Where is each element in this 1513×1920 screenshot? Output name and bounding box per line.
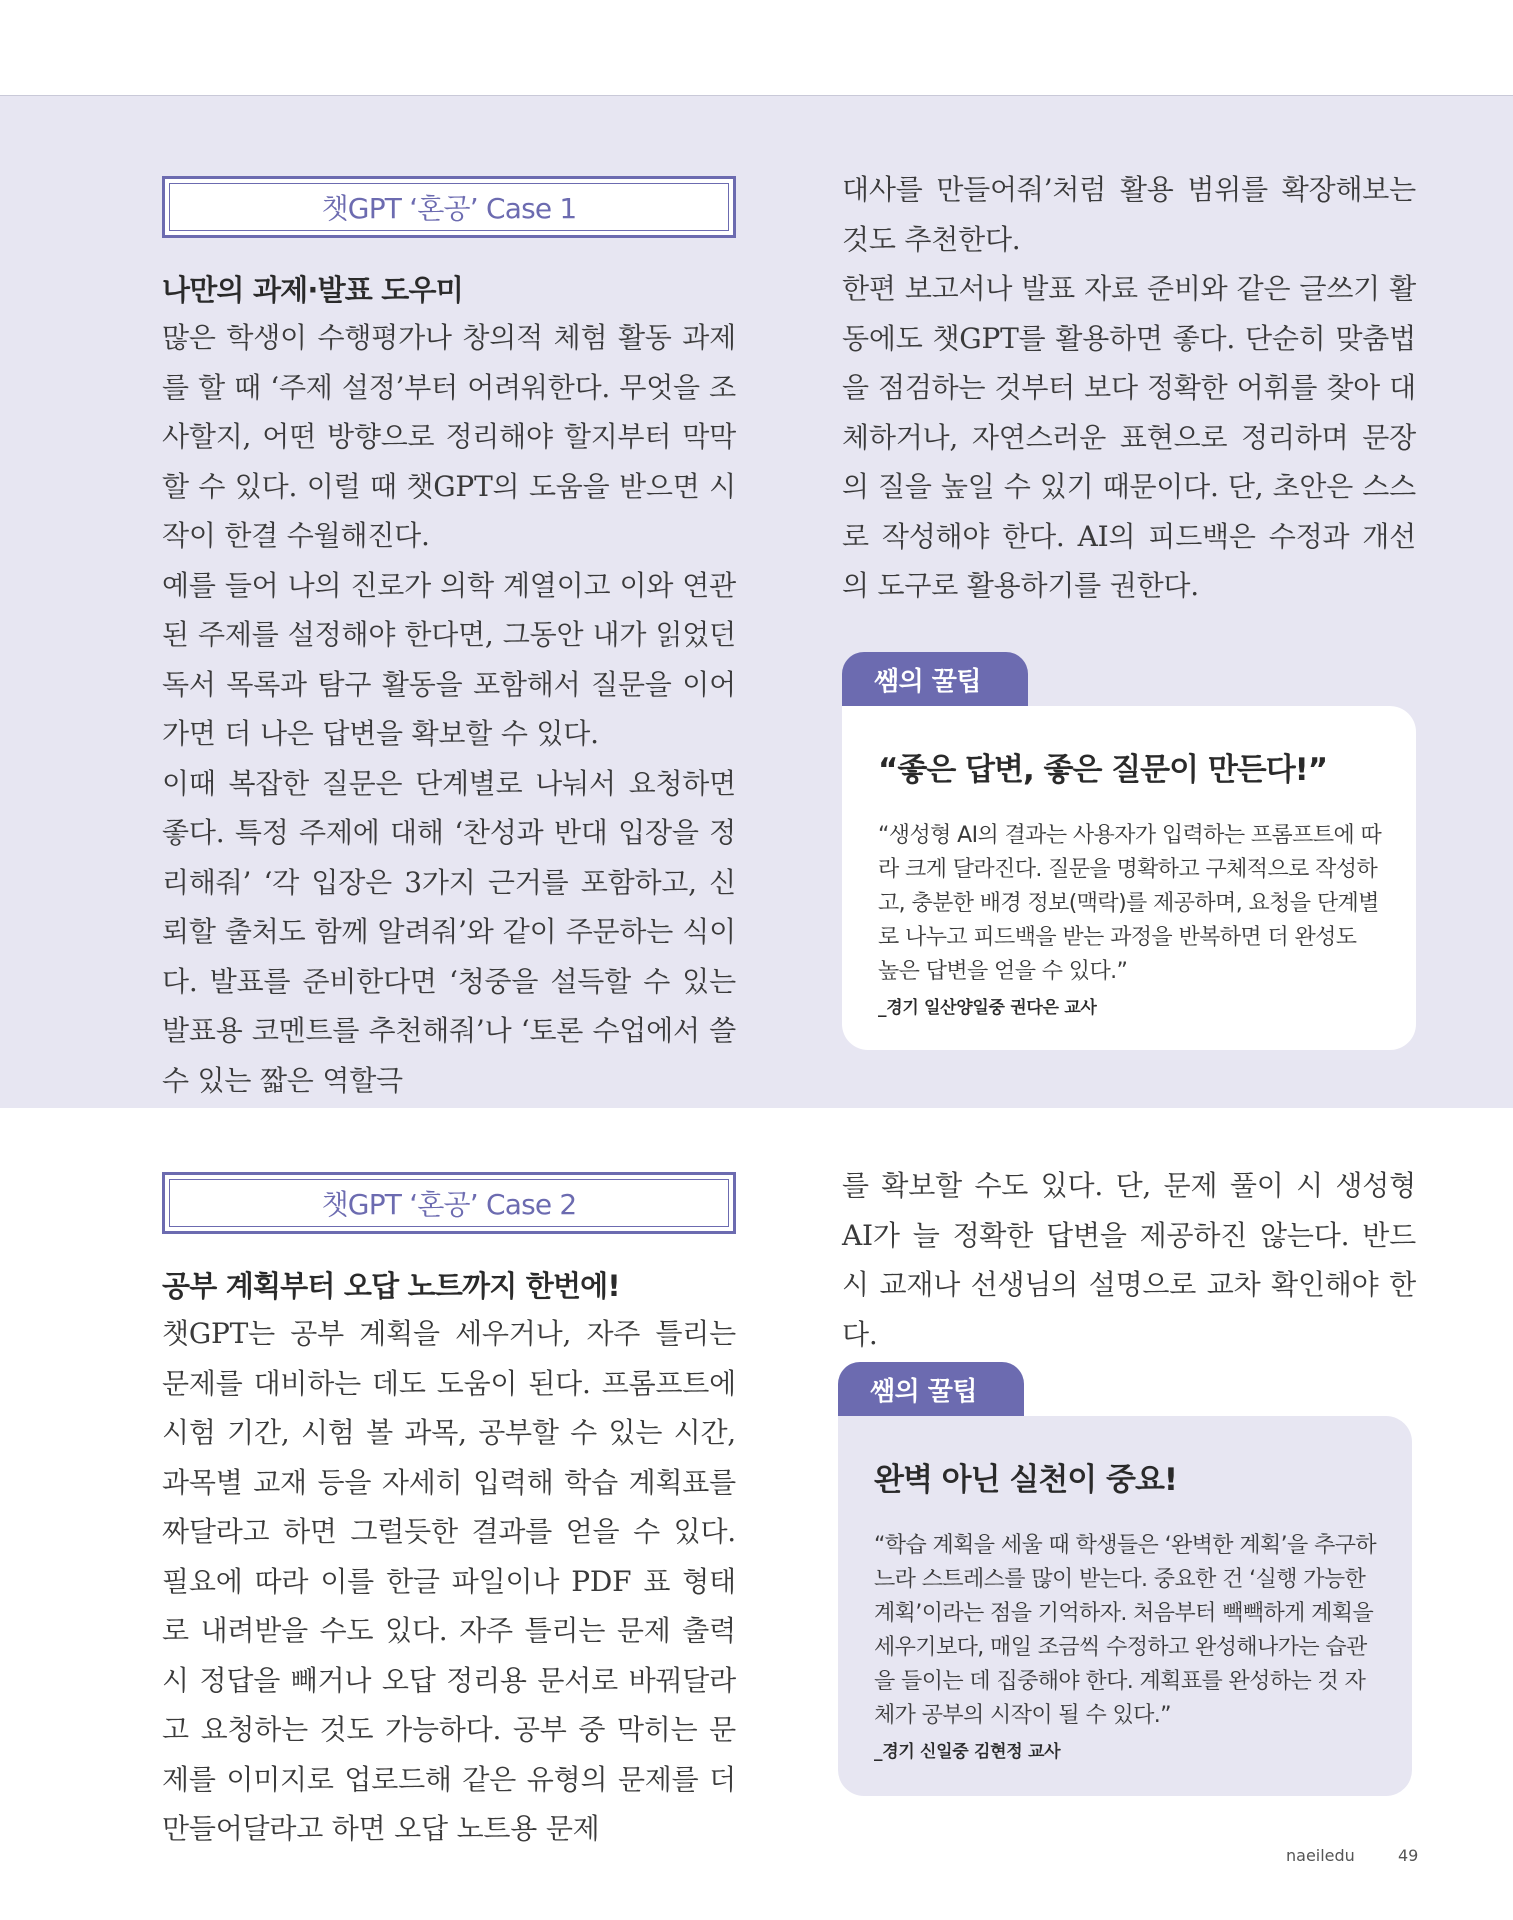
case1-tip-box <box>842 706 1416 1050</box>
case2-label: 챗GPT ‘혼공’ Case 2 <box>321 1188 577 1221</box>
case1-right-column <box>842 165 1416 611</box>
case1-label-box <box>162 176 736 238</box>
case2-tip-title: 완벽 아닌 실천이 중요! <box>874 1462 1178 1498</box>
case2-tip-quote: “학습 계획을 세울 때 학생들은 ‘완벽한 계획’을 추구하느라 스트레스를 많이 받는다. 중요한 건 ‘실행 가능한 계획’이라는 점을 기억하자. 처음부터 빽빽하게 계획을 세우기보다, 매일 조금씩 수정하고 완성해나가는 습관을 들이는 데 집중해야 한다. 계획표를 완성하는 것 자체가 공부의 시작이 될 수 있다.” <box>874 1533 1377 1728</box>
case1-left-paragraph: 이때 복잡한 질문은 단계별로 나눠서 요청하면 좋다. 특정 주제에 대해 ‘찬성과 반대 입장을 정리해줘’ ‘각 입장은 3가지 근거를 포함하고, 신뢰할 출처도 함께 알려줘’와 같이 주문하는 식이다. 발표를 준비한다면 ‘청중을 설득할 수 있는 발표용 코멘트를 추천해줘’나 ‘토론 수업에서 쓸 수 있는 짧은 역할극 <box>162 766 736 1097</box>
case1-tip-quote: “생성형 AI의 결과는 사용자가 입력하는 프롬프트에 따라 크게 달라진다. 질문을 명확하고 구체적으로 작성하고, 충분한 배경 정보(맥락)를 제공하며, 요청을 단계별로 나누고 피드백을 받는 과정을 반복하면 더 완성도 높은 답변을 얻을 수 있다.” <box>878 823 1382 984</box>
case2-left-column <box>162 1309 736 1854</box>
case2-tip-author: _경기 신일중 김현정 교사 <box>874 1742 1061 1762</box>
case1-left-paragraph: 많은 학생이 수행평가나 창의적 체험 활동 과제를 할 때 ‘주제 설정’부터 어려워한다. 무엇을 조사할지, 어떤 방향으로 정리해야 할지부터 막막할 수 있다. 이럴 때 챗GPT의 도움을 받으면 시작이 한결 수월해진다. <box>162 321 736 552</box>
case1-tip-title: “좋은 답변, 좋은 질문이 만든다!” <box>878 752 1328 788</box>
case2-label-box <box>162 1172 736 1234</box>
case1-label: 챗GPT ‘혼공’ Case 1 <box>321 192 577 225</box>
case1-right-paragraph: 대사를 만들어줘’처럼 활용 범위를 확장해보는 것도 추천한다. <box>842 173 1416 256</box>
page-number: 49 <box>1398 1846 1419 1865</box>
case1-heading: 나만의 과제·발표 도우미 <box>162 273 463 307</box>
case2-heading: 공부 계획부터 오답 노트까지 한번에! <box>162 1269 620 1303</box>
case2-tip-tab: 쌤의 꿀팁 <box>838 1362 1024 1416</box>
case2-left-paragraph: 챗GPT는 공부 계획을 세우거나, 자주 틀리는 문제를 대비하는 데도 도움이 된다. 프롬프트에 시험 기간, 시험 볼 과목, 공부할 수 있는 시간, 과목별 교재 등을 자세히 입력해 학습 계획표를 짜달라고 하면 그럴듯한 결과를 얻을 수 있다. 필요에 따라 이를 한글 파일이나 PDF 표 형태로 내려받을 수도 있다. 자주 틀리는 문제 출력 시 정답을 빼거나 오답 정리용 문서로 바꿔달라고 요청하는 것도 가능하다. 공부 중 막히는 문제를 이미지로 업로드해 같은 유형의 문제를 더 만들어달라고 하면 오답 노트용 문제 <box>162 1317 736 1845</box>
case1-left-column <box>162 313 736 1105</box>
case1-right-paragraph: 한편 보고서나 발표 자료 준비와 같은 글쓰기 활동에도 챗GPT를 활용하면 좋다. 단순히 맞춤법을 점검하는 것부터 보다 정확한 어휘를 찾아 대체하거나, 자연스러운 표현으로 정리하며 문장의 질을 높일 수 있기 때문이다. 단, 초안은 스스로 작성해야 한다. AI의 피드백은 수정과 개선의 도구로 활용하기를 권한다. <box>842 272 1416 602</box>
case1-left-paragraph: 예를 들어 나의 진로가 의학 계열이고 이와 연관된 주제를 설정해야 한다면, 그동안 내가 읽었던 독서 목록과 탐구 활동을 포함해서 질문을 이어가면 더 나은 답변을 확보할 수 있다. <box>162 568 736 750</box>
case1-tip-author: _경기 일산양일중 권다은 교사 <box>878 998 1097 1018</box>
footer-brand: naeiledu <box>1286 1846 1355 1865</box>
case2-right-paragraph: 를 확보할 수도 있다. 단, 문제 풀이 시 생성형 AI가 늘 정확한 답변을 제공하진 않는다. 반드시 교재나 선생님의 설명으로 교차 확인해야 한다. <box>842 1169 1416 1351</box>
case1-tip-tab: 쌤의 꿀팁 <box>842 652 1028 706</box>
case2-tip-box <box>838 1416 1412 1796</box>
case2-right-column <box>842 1161 1416 1359</box>
